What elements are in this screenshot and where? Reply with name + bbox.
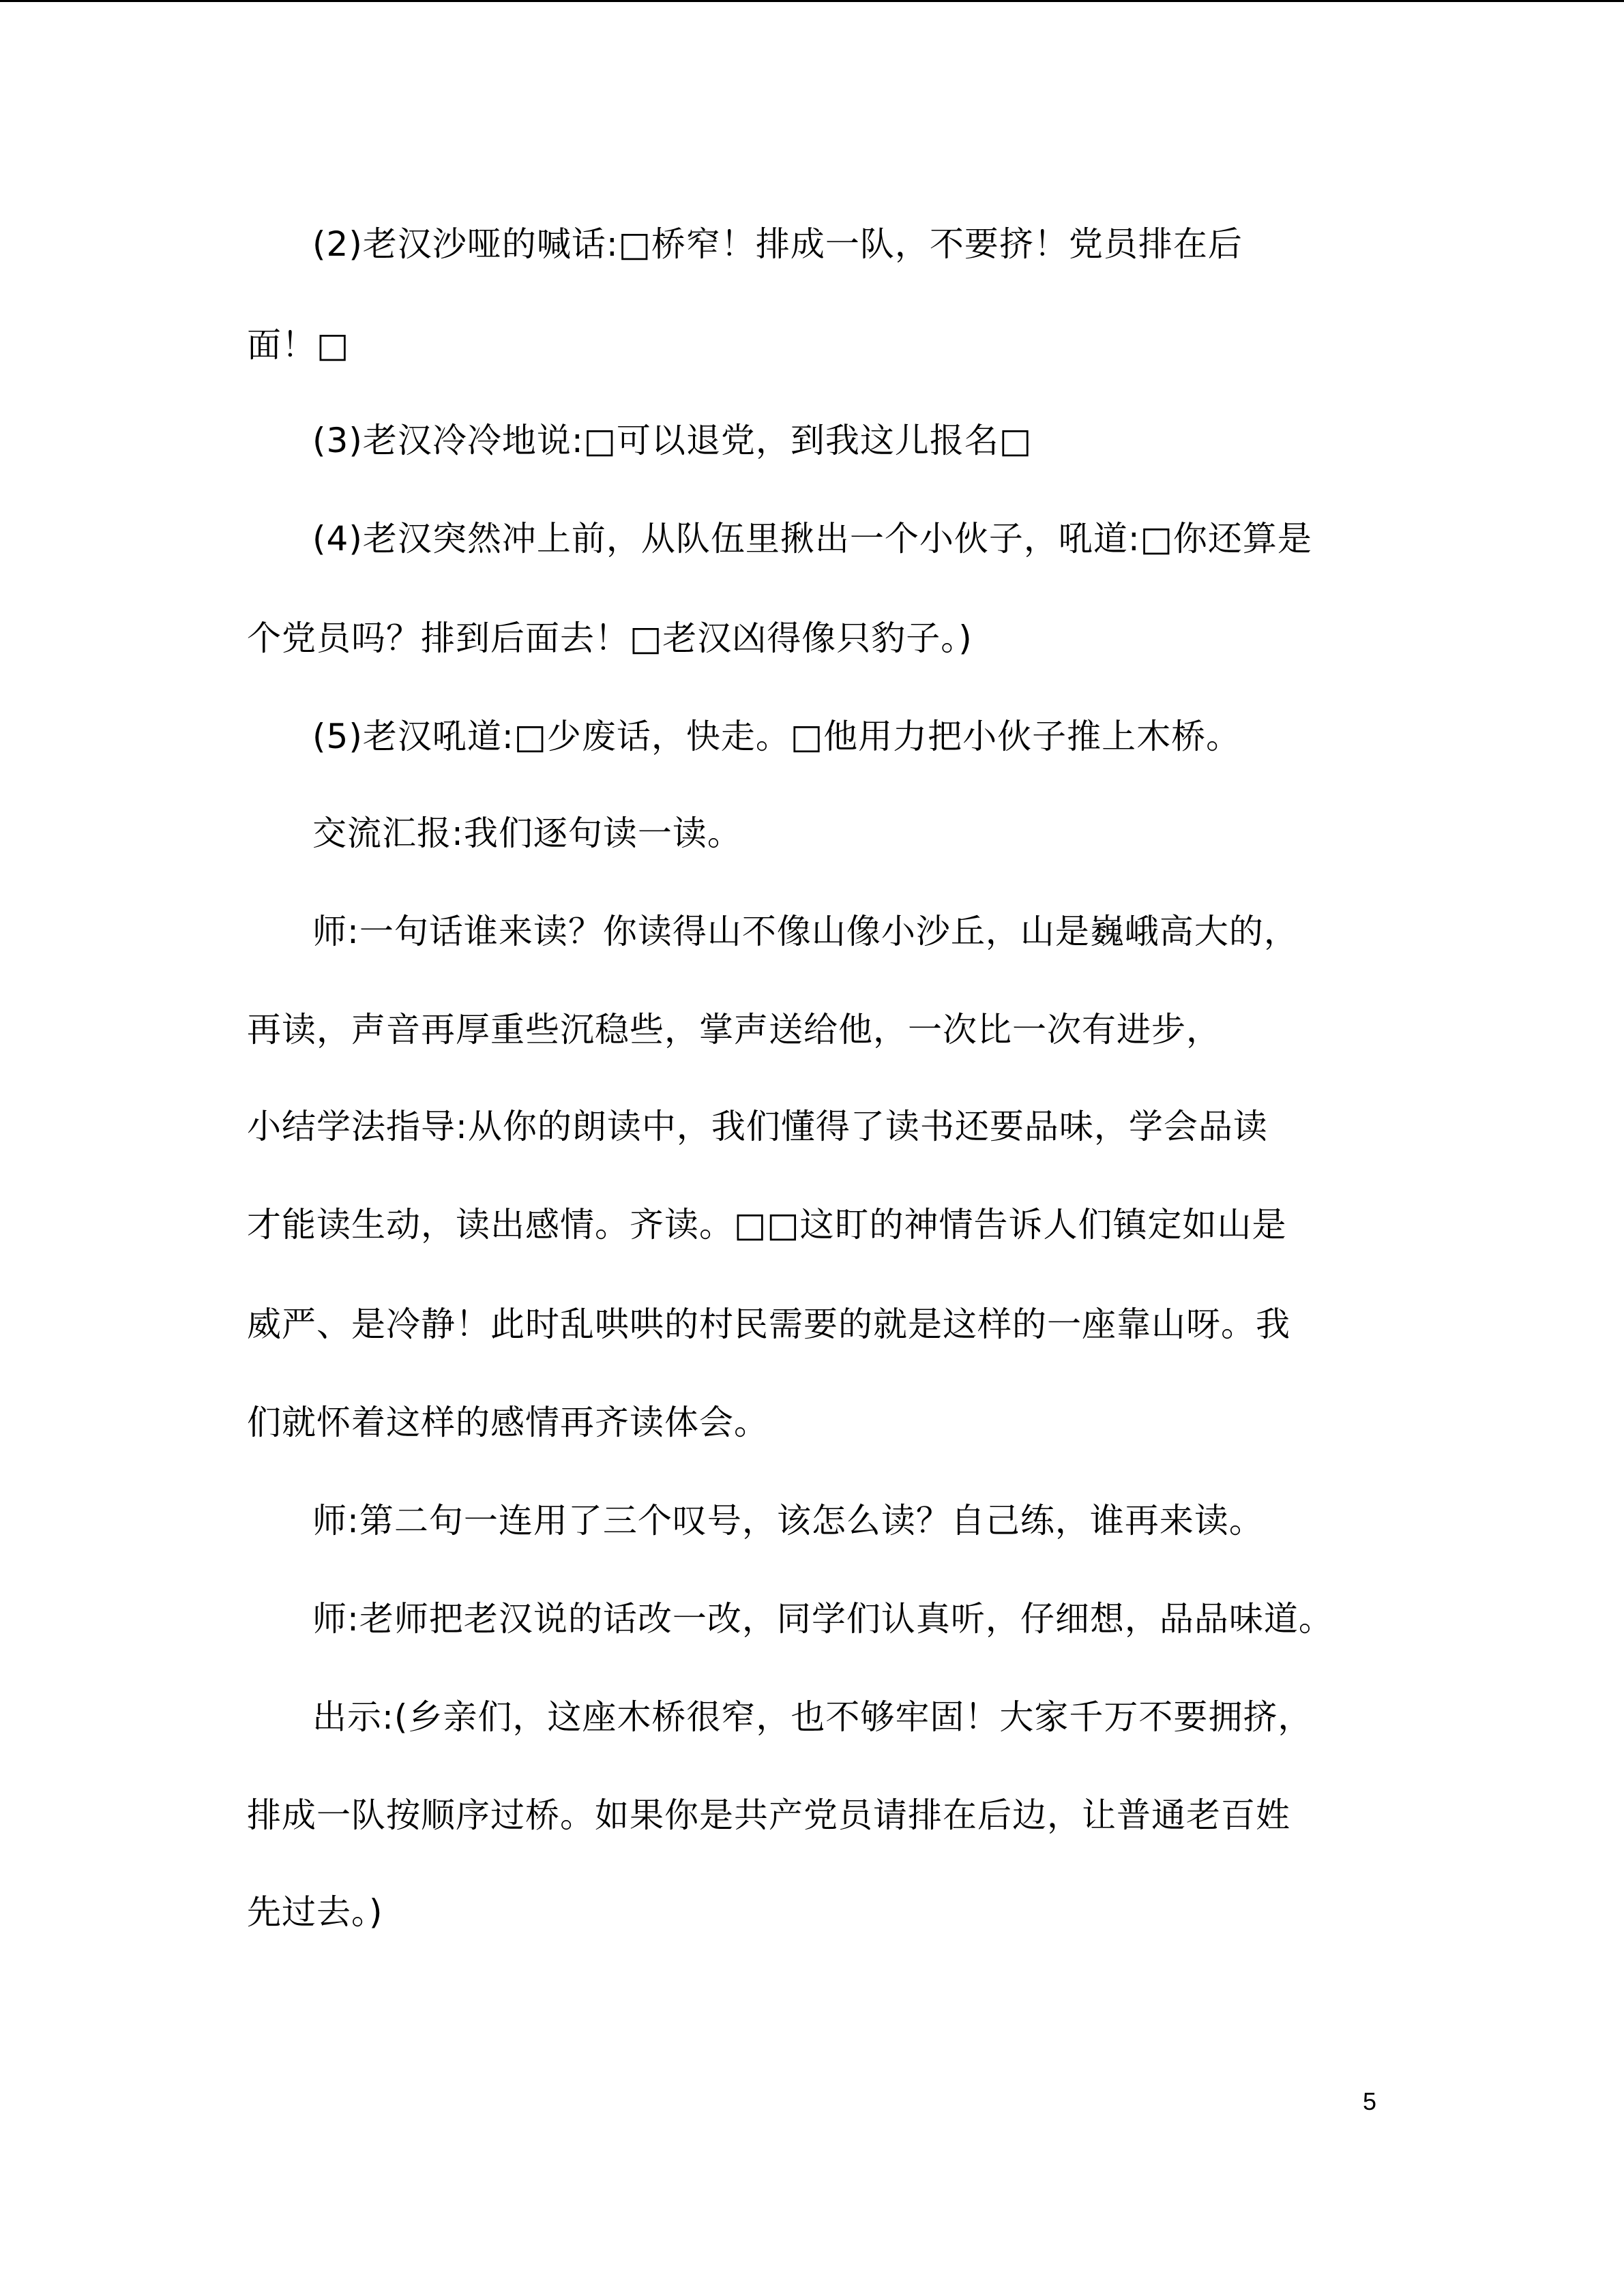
text-line: 威严、是冷静！此时乱哄哄的村民需要的就是这样的一座靠山呀。我 — [247, 1304, 1290, 1344]
text-line: (3)老汉冷冷地说:□可以退党，到我这儿报名□ — [312, 421, 1033, 460]
text-line: 师:老师把老汉说的话改一改，同学们认真听，仔细想，品品味道。 — [312, 1599, 1333, 1639]
text-line: 师:第二句一连用了三个叹号，该怎么读？自己练，谁再来读。 — [312, 1501, 1264, 1540]
text-line: 师:一句话谁来读？你读得山不像山像小沙丘，山是巍峨高大的， — [312, 912, 1299, 951]
text-line: 再读，声音再厚重些沉稳些，掌声送给他，一次比一次有进步， — [247, 1010, 1221, 1049]
text-line: 出示:(乡亲们，这座木桥很窄，也不够牢固！大家千万不要拥挤， — [312, 1697, 1313, 1737]
text-line: 们就怀着这样的感情再齐读体会。 — [247, 1403, 769, 1442]
page-number: 5 — [1363, 2087, 1377, 2115]
text-line: 才能读生动，读出感情。齐读。□□这盯的神情告诉人们镇定如山是 — [247, 1205, 1287, 1244]
text-line: (5)老汉吼道:□少废话，快走。□他用力把小伙子推上木桥。 — [312, 717, 1241, 756]
text-line: (4)老汉突然冲上前，从队伍里揪出一个小伙子，吼道:□你还算是 — [312, 519, 1312, 558]
text-line: 面！□ — [247, 325, 350, 365]
text-line: 个党员吗？排到后面去！□老汉凶得像只豹子。) — [247, 618, 973, 658]
text-line: 先过去。) — [247, 1892, 383, 1932]
text-line: 小结学法指导:从你的朗读中，我们懂得了读书还要品味，学会品读 — [247, 1107, 1268, 1146]
text-line: (2)老汉沙哑的喊话:□桥窄！排成一队，不要挤！党员排在后 — [312, 224, 1243, 264]
text-line: 交流汇报:我们逐句读一读。 — [312, 814, 742, 853]
text-line: 排成一队按顺序过桥。如果你是共产党员请排在后边，让普通老百姓 — [247, 1795, 1290, 1835]
